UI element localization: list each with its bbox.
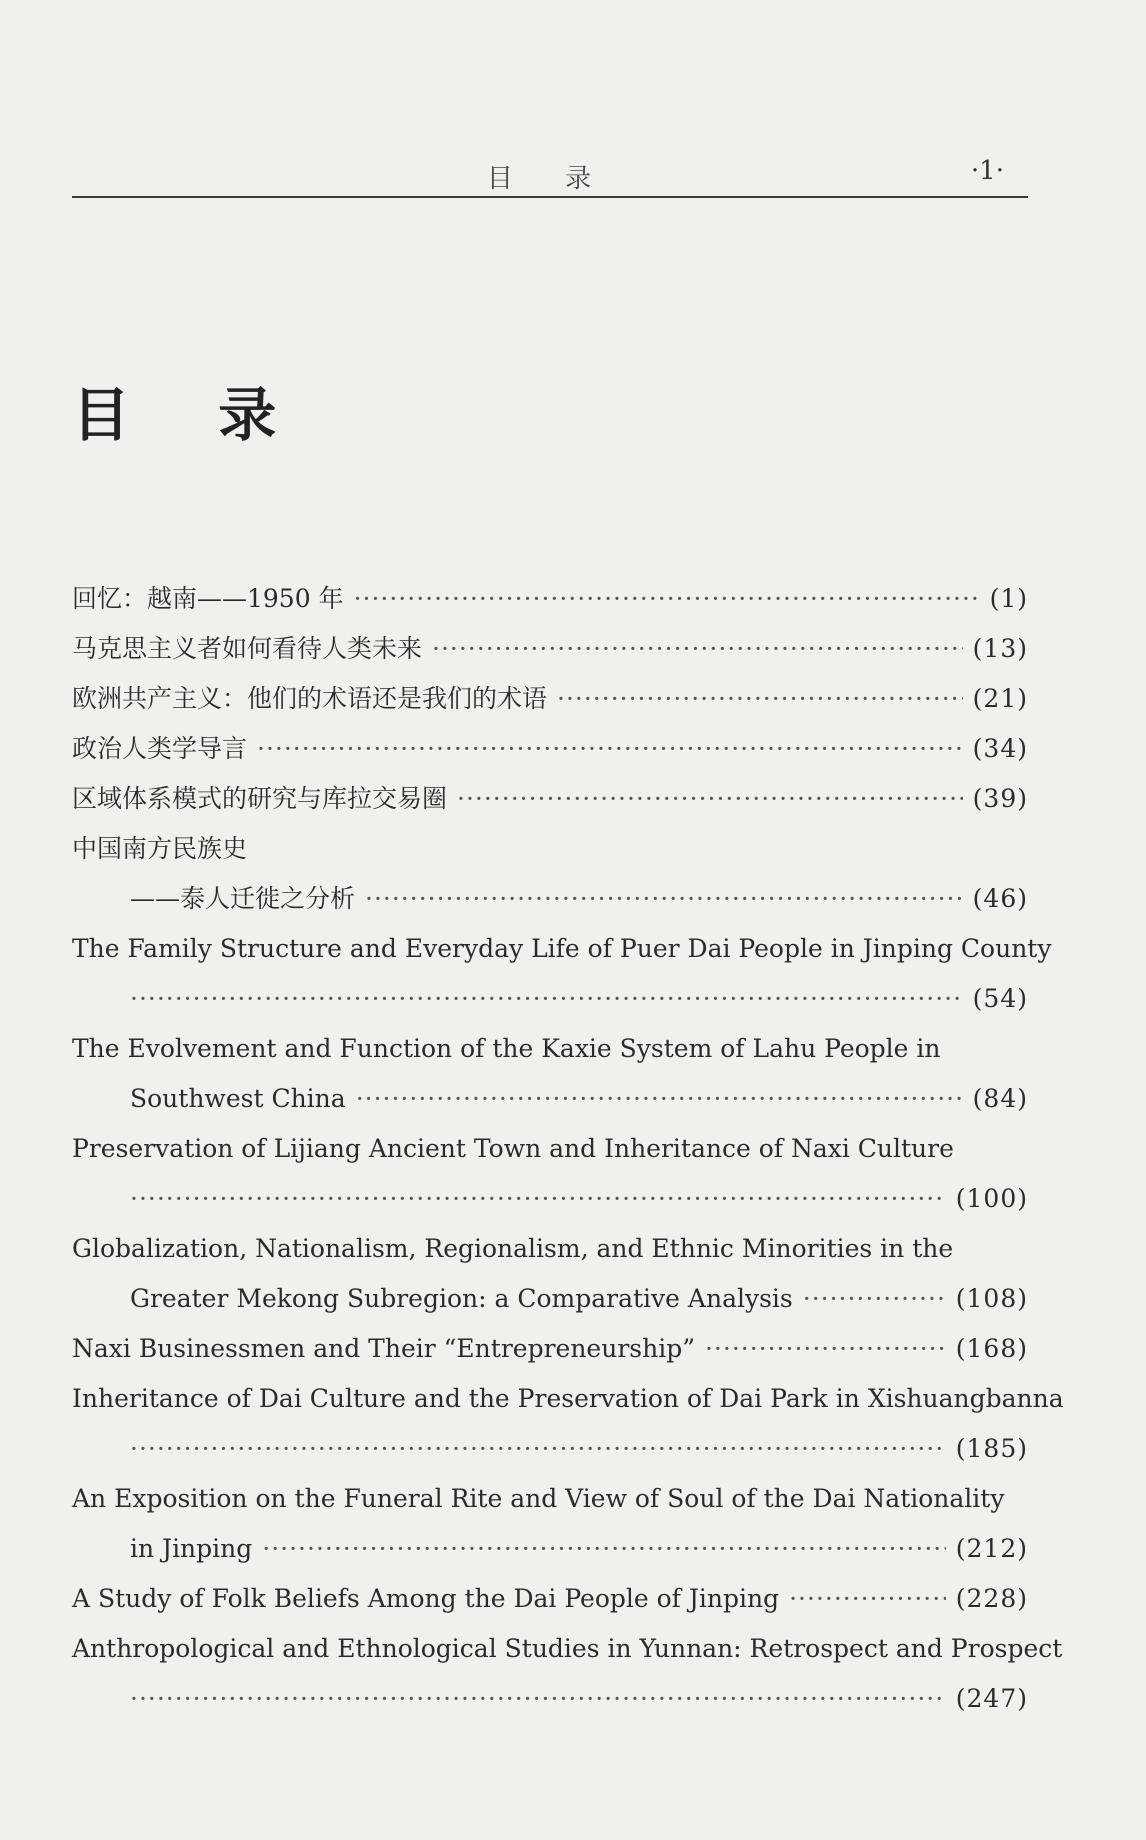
- entry-page: (108): [955, 1284, 1028, 1313]
- toc-entry[interactable]: [72, 824, 1028, 874]
- entry-title: 回忆：越南——1950 年: [72, 584, 344, 613]
- toc-entry-continuation[interactable]: [72, 1524, 1028, 1574]
- toc-entry[interactable]: [72, 1324, 1028, 1374]
- entry-page: (228): [955, 1584, 1028, 1613]
- entry-title: Preservation of Lijiang Ancient Town and Inheritance of Naxi Culture: [72, 1134, 954, 1163]
- running-title: 目 录: [486, 164, 614, 194]
- leader-dots: [130, 1424, 946, 1474]
- toc-entry-continuation[interactable]: [72, 1074, 1028, 1124]
- entry-page: (13): [972, 634, 1028, 663]
- page-number: ·1·: [970, 156, 1004, 186]
- entry-page: (46): [972, 884, 1028, 913]
- entry-title: 欧洲共产主义：他们的术语还是我们的术语: [72, 684, 548, 713]
- leader-dots: [365, 874, 963, 924]
- toc-entry-continuation[interactable]: [72, 1274, 1028, 1324]
- toc-entry[interactable]: [72, 1624, 1063, 1674]
- leader-dots: [262, 1524, 946, 1574]
- leader-dots: [130, 1174, 946, 1224]
- entry-title: An Exposition on the Funeral Rite and View of Soul of the Dai Nationality: [72, 1484, 1005, 1513]
- leader-dots: [354, 574, 980, 624]
- entry-title: Naxi Businessmen and Their “Entrepreneurship”: [72, 1334, 695, 1363]
- page-header: [72, 150, 1028, 198]
- entry-page: (21): [972, 684, 1028, 713]
- leader-dots: [356, 1074, 963, 1124]
- toc-entry[interactable]: [72, 1224, 1028, 1274]
- entry-page: (100): [955, 1184, 1028, 1213]
- entry-page: (54): [972, 984, 1028, 1013]
- toc-entry[interactable]: [72, 1574, 1028, 1624]
- entry-title: 中国南方民族史: [72, 834, 248, 863]
- leader-dots: [789, 1574, 946, 1624]
- entry-page: (84): [972, 1084, 1028, 1113]
- toc-entry-continuation[interactable]: [72, 1674, 1028, 1724]
- toc-entry-continuation[interactable]: [72, 974, 1028, 1024]
- toc-entry[interactable]: [72, 1374, 1064, 1424]
- entry-page: (168): [955, 1334, 1028, 1363]
- entry-title-cont: Greater Mekong Subregion: a Comparative Analysis: [130, 1284, 793, 1313]
- entry-title: The Evolvement and Function of the Kaxie System of Lahu People in: [72, 1034, 941, 1063]
- entry-title: 区域体系模式的研究与库拉交易圈: [72, 784, 448, 813]
- toc-heading: 目 录: [72, 381, 311, 449]
- entry-title: Anthropological and Ethnological Studies in Yunnan: Retrospect and Prospect: [72, 1634, 1063, 1663]
- toc-entry[interactable]: [72, 624, 1028, 674]
- entry-subtitle: ——泰人迁徙之分析: [130, 884, 356, 913]
- toc-entry[interactable]: [72, 1124, 1028, 1174]
- leader-dots: [257, 724, 963, 774]
- toc-entry-continuation[interactable]: [72, 1174, 1028, 1224]
- entry-page: (247): [955, 1684, 1028, 1713]
- toc-entry-continuation[interactable]: [72, 1424, 1028, 1474]
- entry-page: (34): [972, 734, 1028, 763]
- leader-dots: [557, 674, 963, 724]
- toc-entry[interactable]: [72, 724, 1028, 774]
- entry-page: (1): [989, 584, 1028, 613]
- toc-entry-continuation[interactable]: [72, 874, 1028, 924]
- leader-dots: [432, 624, 963, 674]
- leader-dots: [457, 774, 963, 824]
- leader-dots: [130, 974, 963, 1024]
- entry-page: (39): [972, 784, 1028, 813]
- entry-title: Inheritance of Dai Culture and the Preservation of Dai Park in Xishuangbanna: [72, 1384, 1064, 1413]
- leader-dots: [803, 1274, 946, 1324]
- entry-title: A Study of Folk Beliefs Among the Dai People of Jinping: [72, 1584, 780, 1613]
- table-of-contents: [72, 574, 1064, 1724]
- entry-title: 马克思主义者如何看待人类未来: [72, 634, 423, 663]
- toc-entry[interactable]: [72, 574, 1028, 624]
- toc-entry[interactable]: [72, 774, 1028, 824]
- entry-page: (185): [955, 1434, 1028, 1463]
- toc-entry[interactable]: [72, 1024, 1028, 1074]
- entry-title: Globalization, Nationalism, Regionalism, and Ethnic Minorities in the: [72, 1234, 954, 1263]
- entry-title-cont: in Jinping: [130, 1534, 253, 1563]
- leader-dots: [705, 1324, 946, 1374]
- entry-page: (212): [955, 1534, 1028, 1563]
- entry-title-cont: Southwest China: [130, 1084, 346, 1113]
- toc-entry[interactable]: [72, 1474, 1028, 1524]
- toc-entry[interactable]: [72, 674, 1028, 724]
- entry-title: The Family Structure and Everyday Life of Puer Dai People in Jinping County: [72, 934, 1052, 963]
- toc-entry[interactable]: [72, 924, 1052, 974]
- entry-title: 政治人类学导言: [72, 734, 248, 763]
- leader-dots: [130, 1674, 946, 1724]
